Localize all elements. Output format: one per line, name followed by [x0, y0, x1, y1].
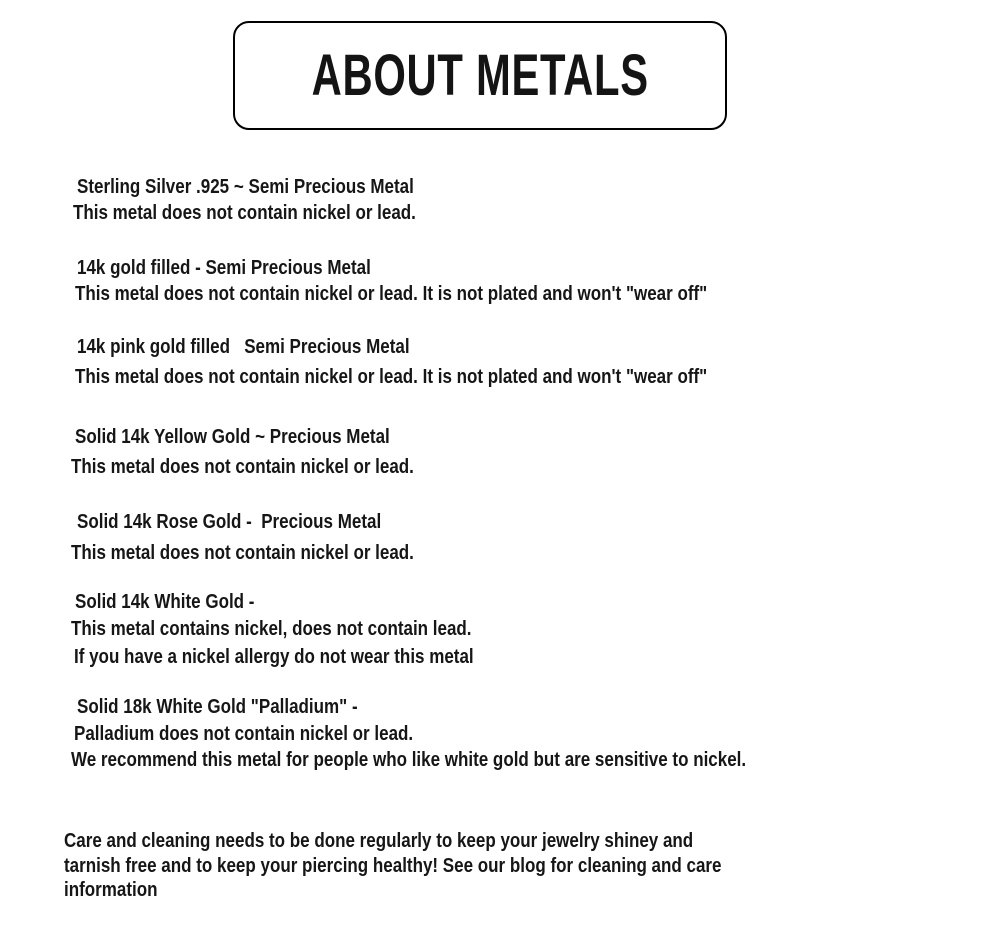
section-text-line: This metal does not contain nickel or lead. It is not plated and won't "wear off" [75, 283, 708, 305]
section-text-line: This metal does not contain nickel or lead. [73, 202, 416, 224]
section-text-line: This metal contains nickel, does not contain lead. [71, 618, 472, 640]
section-heading: Solid 14k Yellow Gold ~ Precious Metal [75, 426, 390, 448]
section-heading: Solid 14k White Gold - [75, 591, 255, 613]
section-text-line: Palladium does not contain nickel or lead. [74, 723, 414, 745]
page-title: ABOUT METALS [311, 43, 649, 108]
footer-text-line: information [64, 879, 158, 901]
section-heading: 14k gold filled - Semi Precious Metal [77, 257, 371, 279]
section-text-line: This metal does not contain nickel or lead. It is not plated and won't "wear off" [75, 366, 708, 388]
title-box [233, 21, 727, 130]
section-heading: Solid 14k Rose Gold - Precious Metal [77, 511, 382, 533]
section-heading: Sterling Silver .925 ~ Semi Precious Metal [77, 176, 414, 198]
section-text-line: This metal does not contain nickel or lead. [71, 542, 414, 564]
footer-text-line: tarnish free and to keep your piercing healthy! See our blog for cleaning and care [64, 855, 722, 877]
section-text-line: We recommend this metal for people who like white gold but are sensitive to nickel. [71, 749, 747, 771]
section-text-line: This metal does not contain nickel or lead. [71, 456, 414, 478]
section-heading: 14k pink gold filled Semi Precious Metal [77, 336, 410, 358]
section-text-line: If you have a nickel allergy do not wear this metal [74, 646, 474, 668]
footer-text-line: Care and cleaning needs to be done regularly to keep your jewelry shiney and [64, 830, 694, 852]
section-heading: Solid 18k White Gold "Palladium" - [77, 696, 358, 718]
